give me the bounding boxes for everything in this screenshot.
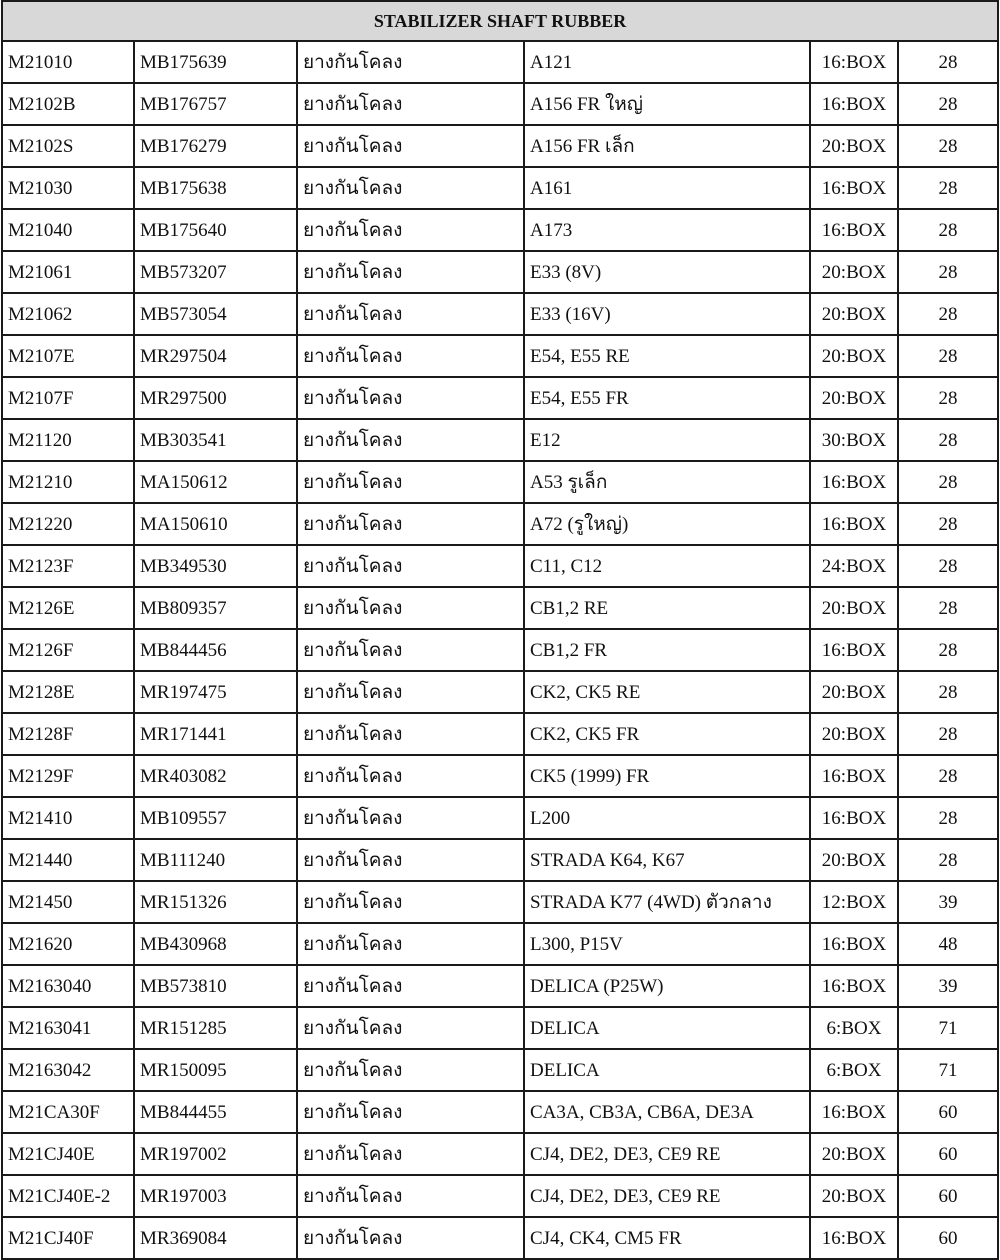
table-row xyxy=(2,1133,998,1175)
part-name-cell: ยางกันโคลง xyxy=(297,251,524,293)
vehicle-model-cell: STRADA K64, K67 xyxy=(524,839,810,881)
oem-number-cell: MR150095 xyxy=(134,1049,297,1091)
part-code-cell: M2163040 xyxy=(2,965,134,1007)
price-cell: 60 xyxy=(898,1217,998,1259)
price-cell: 28 xyxy=(898,461,998,503)
oem-number-cell: MR297500 xyxy=(134,377,297,419)
table-row xyxy=(2,629,998,671)
table-row xyxy=(2,545,998,587)
part-code-cell: M2107E xyxy=(2,335,134,377)
table-body xyxy=(2,41,998,1259)
table-row xyxy=(2,335,998,377)
oem-number-cell: MR403082 xyxy=(134,755,297,797)
part-name-cell: ยางกันโคลง xyxy=(297,125,524,167)
part-name-cell: ยางกันโคลง xyxy=(297,797,524,839)
oem-number-cell: MB176279 xyxy=(134,125,297,167)
pack-size-cell: 20:BOX xyxy=(810,839,898,881)
oem-number-cell: MR151326 xyxy=(134,881,297,923)
oem-number-cell: MR369084 xyxy=(134,1217,297,1259)
pack-size-cell: 20:BOX xyxy=(810,671,898,713)
price-cell: 28 xyxy=(898,41,998,83)
part-code-cell: M21061 xyxy=(2,251,134,293)
part-code-cell: M21010 xyxy=(2,41,134,83)
oem-number-cell: MB573810 xyxy=(134,965,297,1007)
part-code-cell: M2107F xyxy=(2,377,134,419)
table-row xyxy=(2,377,998,419)
oem-number-cell: MA150612 xyxy=(134,461,297,503)
vehicle-model-cell: CK2, CK5 FR xyxy=(524,713,810,755)
oem-number-cell: MB176757 xyxy=(134,83,297,125)
table-row xyxy=(2,1049,998,1091)
oem-number-cell: MR197475 xyxy=(134,671,297,713)
pack-size-cell: 12:BOX xyxy=(810,881,898,923)
price-cell: 71 xyxy=(898,1007,998,1049)
part-name-cell: ยางกันโคลง xyxy=(297,377,524,419)
part-code-cell: M2163042 xyxy=(2,1049,134,1091)
table-row xyxy=(2,83,998,125)
part-name-cell: ยางกันโคลง xyxy=(297,293,524,335)
pack-size-cell: 16:BOX xyxy=(810,167,898,209)
vehicle-model-cell: DELICA xyxy=(524,1049,810,1091)
part-code-cell: M21620 xyxy=(2,923,134,965)
vehicle-model-cell: CA3A, CB3A, CB6A, DE3A xyxy=(524,1091,810,1133)
part-name-cell: ยางกันโคลง xyxy=(297,671,524,713)
price-cell: 28 xyxy=(898,587,998,629)
part-name-cell: ยางกันโคลง xyxy=(297,1175,524,1217)
price-cell: 28 xyxy=(898,797,998,839)
part-code-cell: M21062 xyxy=(2,293,134,335)
price-cell: 28 xyxy=(898,167,998,209)
table-row xyxy=(2,923,998,965)
part-name-cell: ยางกันโคลง xyxy=(297,461,524,503)
table-row xyxy=(2,587,998,629)
pack-size-cell: 20:BOX xyxy=(810,587,898,629)
part-code-cell: M21120 xyxy=(2,419,134,461)
pack-size-cell: 16:BOX xyxy=(810,83,898,125)
oem-number-cell: MB111240 xyxy=(134,839,297,881)
oem-number-cell: MB844455 xyxy=(134,1091,297,1133)
table-row xyxy=(2,251,998,293)
pack-size-cell: 24:BOX xyxy=(810,545,898,587)
oem-number-cell: MB430968 xyxy=(134,923,297,965)
part-code-cell: M21030 xyxy=(2,167,134,209)
vehicle-model-cell: STRADA K77 (4WD) ตัวกลาง xyxy=(524,881,810,923)
part-name-cell: ยางกันโคลง xyxy=(297,839,524,881)
part-code-cell: M21CJ40E xyxy=(2,1133,134,1175)
part-code-cell: M21440 xyxy=(2,839,134,881)
part-name-cell: ยางกันโคลง xyxy=(297,503,524,545)
part-name-cell: ยางกันโคลง xyxy=(297,83,524,125)
pack-size-cell: 16:BOX xyxy=(810,503,898,545)
vehicle-model-cell: CB1,2 RE xyxy=(524,587,810,629)
price-cell: 28 xyxy=(898,293,998,335)
part-code-cell: M21CA30F xyxy=(2,1091,134,1133)
part-name-cell: ยางกันโคลง xyxy=(297,713,524,755)
vehicle-model-cell: L200 xyxy=(524,797,810,839)
price-cell: 28 xyxy=(898,503,998,545)
price-cell: 28 xyxy=(898,83,998,125)
pack-size-cell: 6:BOX xyxy=(810,1007,898,1049)
pack-size-cell: 16:BOX xyxy=(810,923,898,965)
vehicle-model-cell: L300, P15V xyxy=(524,923,810,965)
table-row xyxy=(2,167,998,209)
part-name-cell: ยางกันโคลง xyxy=(297,209,524,251)
pack-size-cell: 30:BOX xyxy=(810,419,898,461)
table-row xyxy=(2,797,998,839)
vehicle-model-cell: CB1,2 FR xyxy=(524,629,810,671)
part-name-cell: ยางกันโคลง xyxy=(297,755,524,797)
oem-number-cell: MB175638 xyxy=(134,167,297,209)
part-code-cell: M21CJ40F xyxy=(2,1217,134,1259)
vehicle-model-cell: C11, C12 xyxy=(524,545,810,587)
oem-number-cell: MB109557 xyxy=(134,797,297,839)
part-name-cell: ยางกันโคลง xyxy=(297,545,524,587)
price-cell: 28 xyxy=(898,629,998,671)
price-cell: 48 xyxy=(898,923,998,965)
vehicle-model-cell: E12 xyxy=(524,419,810,461)
part-name-cell: ยางกันโคลง xyxy=(297,587,524,629)
part-code-cell: M2163041 xyxy=(2,1007,134,1049)
price-cell: 28 xyxy=(898,251,998,293)
pack-size-cell: 20:BOX xyxy=(810,1175,898,1217)
part-code-cell: M2128F xyxy=(2,713,134,755)
price-cell: 28 xyxy=(898,377,998,419)
part-name-cell: ยางกันโคลง xyxy=(297,1133,524,1175)
pack-size-cell: 16:BOX xyxy=(810,209,898,251)
oem-number-cell: MR151285 xyxy=(134,1007,297,1049)
table-row xyxy=(2,881,998,923)
price-cell: 28 xyxy=(898,755,998,797)
oem-number-cell: MB349530 xyxy=(134,545,297,587)
pack-size-cell: 20:BOX xyxy=(810,1133,898,1175)
pack-size-cell: 16:BOX xyxy=(810,965,898,1007)
price-cell: 39 xyxy=(898,881,998,923)
pack-size-cell: 16:BOX xyxy=(810,755,898,797)
vehicle-model-cell: A173 xyxy=(524,209,810,251)
pack-size-cell: 16:BOX xyxy=(810,461,898,503)
part-code-cell: M2129F xyxy=(2,755,134,797)
part-name-cell: ยางกันโคลง xyxy=(297,1091,524,1133)
table-row xyxy=(2,965,998,1007)
table-row xyxy=(2,41,998,83)
table-row xyxy=(2,755,998,797)
part-code-cell: M2128E xyxy=(2,671,134,713)
pack-size-cell: 20:BOX xyxy=(810,125,898,167)
part-name-cell: ยางกันโคลง xyxy=(297,335,524,377)
oem-number-cell: MR197003 xyxy=(134,1175,297,1217)
part-code-cell: M21040 xyxy=(2,209,134,251)
part-code-cell: M21210 xyxy=(2,461,134,503)
table-row xyxy=(2,293,998,335)
vehicle-model-cell: A53 รูเล็ก xyxy=(524,461,810,503)
part-name-cell: ยางกันโคลง xyxy=(297,965,524,1007)
vehicle-model-cell: E54, E55 FR xyxy=(524,377,810,419)
title-row xyxy=(2,1,998,41)
vehicle-model-cell: A156 FR ใหญ่ xyxy=(524,83,810,125)
pack-size-cell: 16:BOX xyxy=(810,1091,898,1133)
table-row xyxy=(2,503,998,545)
part-code-cell: M2126F xyxy=(2,629,134,671)
oem-number-cell: MB175640 xyxy=(134,209,297,251)
vehicle-model-cell: DELICA xyxy=(524,1007,810,1049)
price-cell: 28 xyxy=(898,209,998,251)
price-cell: 28 xyxy=(898,545,998,587)
vehicle-model-cell: E54, E55 RE xyxy=(524,335,810,377)
price-cell: 28 xyxy=(898,125,998,167)
part-code-cell: M2102S xyxy=(2,125,134,167)
pack-size-cell: 16:BOX xyxy=(810,629,898,671)
price-cell: 60 xyxy=(898,1133,998,1175)
price-cell: 71 xyxy=(898,1049,998,1091)
price-cell: 28 xyxy=(898,419,998,461)
stabilizer-rubber-table xyxy=(1,0,999,1260)
pack-size-cell: 20:BOX xyxy=(810,377,898,419)
price-cell: 60 xyxy=(898,1091,998,1133)
part-name-cell: ยางกันโคลง xyxy=(297,1007,524,1049)
table-row xyxy=(2,209,998,251)
oem-number-cell: MB844456 xyxy=(134,629,297,671)
price-cell: 28 xyxy=(898,335,998,377)
price-cell: 28 xyxy=(898,839,998,881)
pack-size-cell: 6:BOX xyxy=(810,1049,898,1091)
oem-number-cell: MB573054 xyxy=(134,293,297,335)
table-row xyxy=(2,713,998,755)
vehicle-model-cell: CK5 (1999) FR xyxy=(524,755,810,797)
vehicle-model-cell: CK2, CK5 RE xyxy=(524,671,810,713)
part-name-cell: ยางกันโคลง xyxy=(297,41,524,83)
vehicle-model-cell: A121 xyxy=(524,41,810,83)
part-name-cell: ยางกันโคลง xyxy=(297,629,524,671)
table-row xyxy=(2,1217,998,1259)
pack-size-cell: 20:BOX xyxy=(810,335,898,377)
table-row xyxy=(2,839,998,881)
pack-size-cell: 20:BOX xyxy=(810,713,898,755)
part-code-cell: M21220 xyxy=(2,503,134,545)
table-row xyxy=(2,419,998,461)
pack-size-cell: 16:BOX xyxy=(810,41,898,83)
part-name-cell: ยางกันโคลง xyxy=(297,1217,524,1259)
oem-number-cell: MA150610 xyxy=(134,503,297,545)
table-row xyxy=(2,125,998,167)
part-name-cell: ยางกันโคลง xyxy=(297,167,524,209)
vehicle-model-cell: CJ4, CK4, CM5 FR xyxy=(524,1217,810,1259)
vehicle-model-cell: CJ4, DE2, DE3, CE9 RE xyxy=(524,1175,810,1217)
part-code-cell: M21410 xyxy=(2,797,134,839)
part-name-cell: ยางกันโคลง xyxy=(297,419,524,461)
part-name-cell: ยางกันโคลง xyxy=(297,1049,524,1091)
vehicle-model-cell: A156 FR เล็ก xyxy=(524,125,810,167)
part-code-cell: M2123F xyxy=(2,545,134,587)
part-code-cell: M21450 xyxy=(2,881,134,923)
pack-size-cell: 20:BOX xyxy=(810,251,898,293)
oem-number-cell: MB573207 xyxy=(134,251,297,293)
price-cell: 60 xyxy=(898,1175,998,1217)
vehicle-model-cell: E33 (8V) xyxy=(524,251,810,293)
vehicle-model-cell: E33 (16V) xyxy=(524,293,810,335)
pack-size-cell: 16:BOX xyxy=(810,1217,898,1259)
part-name-cell: ยางกันโคลง xyxy=(297,923,524,965)
pack-size-cell: 20:BOX xyxy=(810,293,898,335)
oem-number-cell: MB303541 xyxy=(134,419,297,461)
part-code-cell: M21CJ40E-2 xyxy=(2,1175,134,1217)
oem-number-cell: MR171441 xyxy=(134,713,297,755)
price-cell: 28 xyxy=(898,713,998,755)
table-row xyxy=(2,1175,998,1217)
vehicle-model-cell: CJ4, DE2, DE3, CE9 RE xyxy=(524,1133,810,1175)
table-title: STABILIZER SHAFT RUBBER xyxy=(2,1,998,41)
vehicle-model-cell: A161 xyxy=(524,167,810,209)
oem-number-cell: MR197002 xyxy=(134,1133,297,1175)
oem-number-cell: MB175639 xyxy=(134,41,297,83)
table-row xyxy=(2,1091,998,1133)
price-cell: 28 xyxy=(898,671,998,713)
oem-number-cell: MR297504 xyxy=(134,335,297,377)
pack-size-cell: 16:BOX xyxy=(810,797,898,839)
table-row xyxy=(2,1007,998,1049)
part-name-cell: ยางกันโคลง xyxy=(297,881,524,923)
vehicle-model-cell: A72 (รูใหญ่) xyxy=(524,503,810,545)
table-row xyxy=(2,461,998,503)
part-code-cell: M2102B xyxy=(2,83,134,125)
price-cell: 39 xyxy=(898,965,998,1007)
table-row xyxy=(2,671,998,713)
vehicle-model-cell: DELICA (P25W) xyxy=(524,965,810,1007)
oem-number-cell: MB809357 xyxy=(134,587,297,629)
part-code-cell: M2126E xyxy=(2,587,134,629)
